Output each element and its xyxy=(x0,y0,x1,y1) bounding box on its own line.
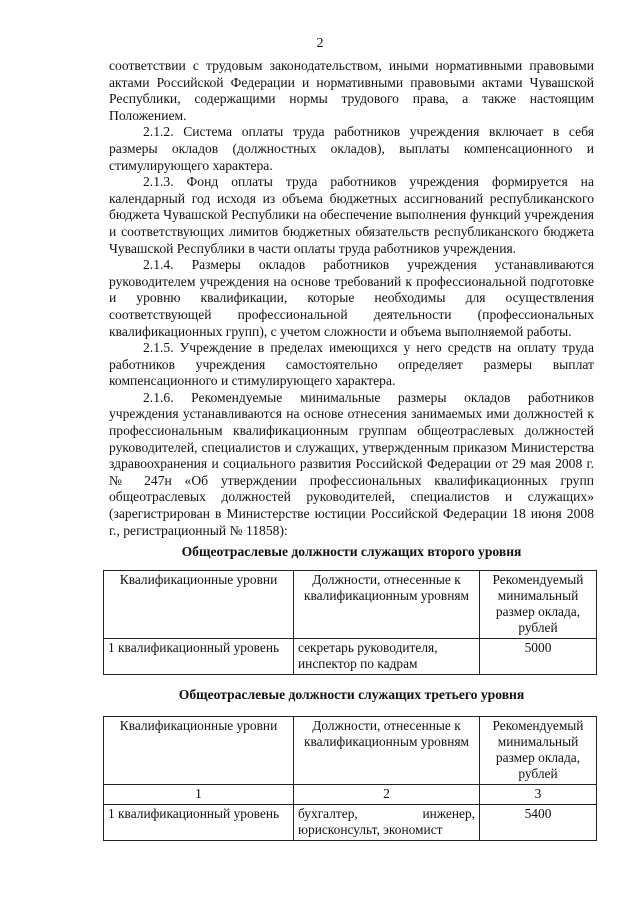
table-row xyxy=(104,805,597,841)
column-number-row xyxy=(104,785,597,805)
column-number-2: 2 xyxy=(294,785,480,805)
paragraph-2-1-3: 2.1.3. Фонд оплаты труда работников учреждения формируется на календарный год исходя из объема бюджетных ассигнований республиканского бюджета Чувашской Республики на обеспечение выполнения функций учреждения и соответствующих лимитов бюджетных обязательств республиканского бюджета Чувашской Республики в части оплаты труда работников учреждения. xyxy=(109,174,594,256)
cell-level: 1 квалификационный уровень xyxy=(104,805,294,841)
paragraph-2-1-6: 2.1.6. Рекомендуемые минимальные размеры окладов работников учреждения устанавливаются на основе отнесения занимаемых ими должностей к профессиональным квалификационным группам общеотраслевых должностей руководителей, специалистов и служащих, утвержденным приказом Министерства здравоохранения и социального развития Российской Федерации от 29 мая 2008 г. № 247н «Об утверждении профессиональных квалификационных групп общеотраслевых должностей руководителей, специалистов и служащих» (зарегистрирован в Министерстве юстиции Российской Федерации 18 июня 2008 г., регистрационный № 11858): xyxy=(109,389,594,538)
header-salary: Рекомендуемый минимальный размер оклада, рублей xyxy=(480,717,597,785)
paragraph-continuation: соответствии с трудовым законодательством, иными нормативными правовыми актами Российской Федерации и нормативными правовыми актами Чувашской Республики, содержащими нормы трудового права, а также настоящим Положением. xyxy=(109,58,594,123)
cell-salary: 5400 xyxy=(480,805,597,841)
paragraph-2-1-2: 2.1.2. Система оплаты труда работников учреждения включает в себя размеры окладов (должностных окладов), выплаты компенсационного и стимулирующего характера. xyxy=(109,124,594,173)
header-levels: Квалификационные уровни xyxy=(104,571,294,639)
header-levels: Квалификационные уровни xyxy=(104,717,294,785)
page-number: 2 xyxy=(316,36,324,51)
header-positions: Должности, отнесенные к квалификационным уровням xyxy=(294,571,480,639)
cell-positions xyxy=(294,805,480,841)
body-text xyxy=(109,58,594,539)
column-number-1: 1 xyxy=(104,785,294,805)
table-header-row xyxy=(104,571,597,639)
paragraph-2-1-4: 2.1.4. Размеры окладов работников учреждения устанавливаются руководителем учреждения на основе требований к профессиональной подготовке и уровню квалификации, которые необходимы для осуществления соответствующей профессиональной деятельности (профессиональных квалификационных групп), с учетом сложности и объема выполняемой работы. xyxy=(109,257,594,339)
table-header-row xyxy=(104,717,597,785)
cell-positions: секретарь руководителя, инспектор по кадрам xyxy=(294,639,480,675)
table-third-level xyxy=(103,716,597,841)
column-number-3: 3 xyxy=(480,785,597,805)
table2-title: Общеотраслевые должности служащих третьего уровня xyxy=(178,687,525,702)
header-salary: Рекомендуемый минимальный размер оклада, рублей xyxy=(480,571,597,639)
header-positions: Должности, отнесенные к квалификационным уровням xyxy=(294,717,480,785)
table1-title: Общеотраслевые должности служащих второго уровня xyxy=(181,544,522,559)
cell-positions-line2: юрисконсульт, экономист xyxy=(298,822,443,837)
paragraph-2-1-5: 2.1.5. Учреждение в пределах имеющихся у него средств на оплату труда работников учреждения самостоятельно определяет размеры выплат компенсационного и стимулирующего характера. xyxy=(109,340,594,389)
table-second-level xyxy=(103,570,597,675)
cell-positions-line1: бухгалтер, инженер, xyxy=(298,806,475,821)
cell-salary: 5000 xyxy=(480,639,597,675)
cell-level: 1 квалификационный уровень xyxy=(104,639,294,675)
table-row xyxy=(104,639,597,675)
